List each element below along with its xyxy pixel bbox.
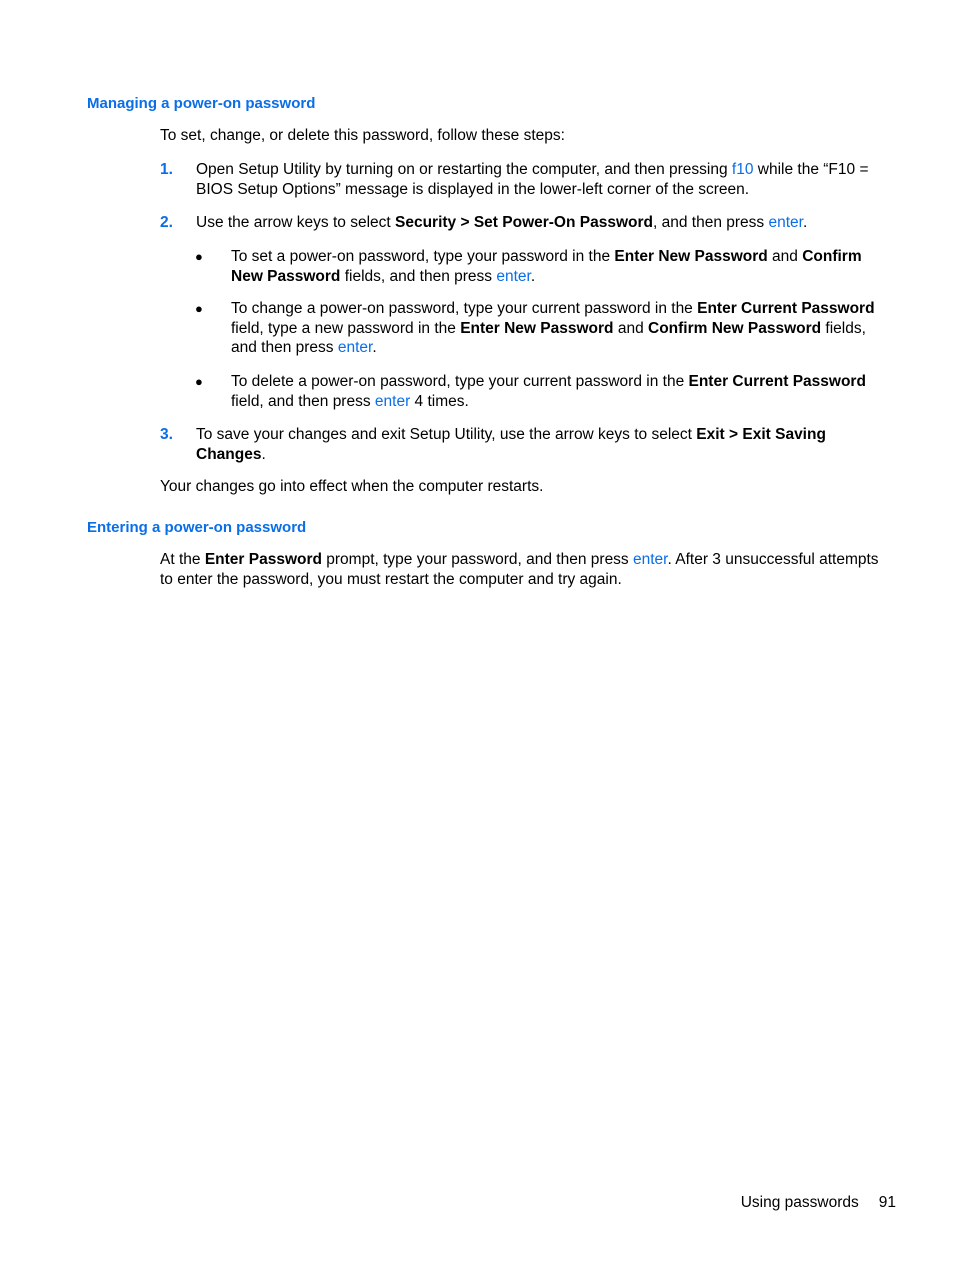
key-name-f10: f10 — [731, 161, 754, 178]
text-run: . — [372, 339, 377, 356]
text-run: while the “F10 = BIOS Setup Options” message is displayed in the lower-left corner of the screen. — [196, 161, 869, 198]
text-run: prompt, type your password, and then press — [321, 551, 633, 568]
field-name: Confirm New Password — [231, 248, 862, 285]
section-heading-managing: Managing a power-on password — [87, 95, 316, 112]
text-run: , and then press — [653, 214, 769, 231]
field-name: Enter New Password — [460, 319, 614, 337]
page-footer — [741, 1193, 896, 1213]
text-run: . After 3 unsuccessful attempts to enter the password, you must restart the computer and try again. — [160, 551, 879, 588]
text-run: and — [767, 248, 803, 265]
section-heading-entering: Entering a power-on password — [87, 519, 307, 536]
intro-paragraph: To set, change, or delete this password, follow these steps: — [160, 127, 565, 144]
step-number: 2. — [160, 214, 173, 231]
text-run: To save your changes and exit Setup Utility, use the arrow keys to select — [196, 426, 697, 443]
menu-path: Exit > Exit Saving Changes — [196, 426, 826, 463]
text-run: field, and then press — [231, 392, 375, 410]
key-name-enter: enter — [768, 214, 803, 231]
step-number: 3. — [160, 426, 173, 443]
text-run: fields, and then press — [231, 319, 866, 356]
text-run: At the — [160, 551, 205, 568]
text-run: To delete a power-on password, type your current password in the — [231, 373, 689, 390]
key-name-enter: enter — [496, 267, 531, 285]
field-name: Enter Current Password — [688, 373, 866, 390]
page-number: 91 — [878, 1194, 896, 1211]
key-name-enter: enter — [633, 551, 668, 568]
text-run: fields, and then press — [340, 267, 497, 285]
step-text — [196, 160, 886, 199]
step-number: 1. — [160, 161, 173, 178]
text-run: 4 times. — [410, 392, 469, 410]
step-text — [196, 425, 886, 464]
text-run: Open Setup Utility by turning on or restarting the computer, and then pressing — [196, 161, 732, 178]
text-run: Use the arrow keys to select — [196, 214, 395, 231]
text-run: To set a power-on password, type your password in the — [231, 248, 615, 265]
field-name: Confirm New Password — [648, 319, 822, 337]
text-run: To change a power-on password, type your current password in the — [231, 300, 698, 317]
key-name-enter: enter — [337, 339, 373, 356]
bullet-text — [231, 247, 886, 286]
menu-path: Security > Set Power-On Password — [395, 214, 653, 231]
field-name: Enter Current Password — [697, 300, 875, 317]
text-run: . — [261, 445, 266, 463]
bullet-text — [231, 372, 886, 411]
bullet-icon: ● — [195, 374, 203, 389]
text-run: . — [802, 214, 808, 231]
text-run: and — [613, 319, 648, 337]
outro-paragraph: Your changes go into effect when the computer restarts. — [160, 478, 544, 495]
key-name-enter: enter — [374, 392, 411, 410]
field-name: Enter Password — [204, 551, 322, 568]
field-name: Enter New Password — [614, 248, 768, 265]
entering-paragraph — [160, 550, 886, 589]
bullet-text — [231, 299, 886, 358]
step-text — [196, 213, 886, 233]
text-run: field, type a new password in the — [231, 319, 461, 337]
text-run: . — [530, 267, 536, 285]
bullet-icon: ● — [195, 249, 203, 264]
bullet-icon: ● — [195, 301, 203, 316]
footer-section-title: Using passwords — [740, 1194, 859, 1211]
